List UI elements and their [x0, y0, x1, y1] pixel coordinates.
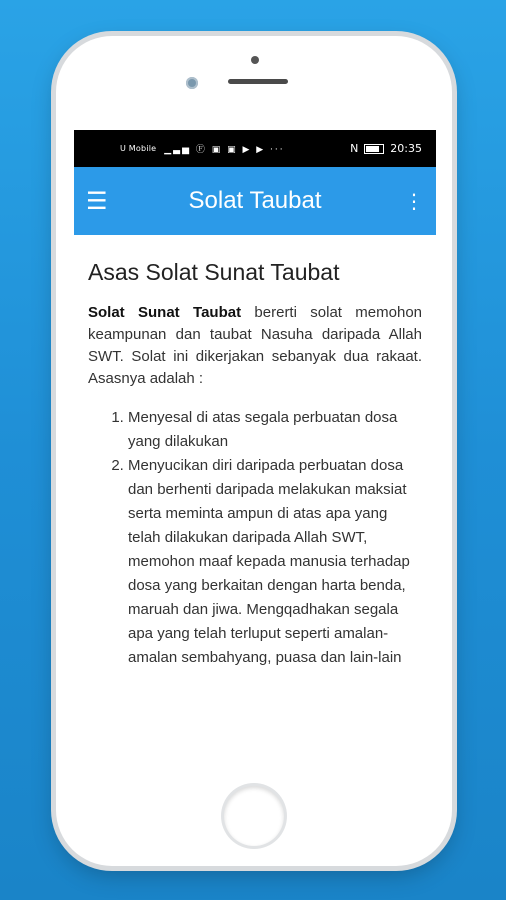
- battery-icon: [364, 144, 384, 154]
- intro-text: bererti solat memohon keampunan dan taubat Nasuha daripada Allah SWT. Solat ini dikerjakan sebanyak dua rakaat. Asasnya adalah :: [88, 304, 422, 387]
- status-bar: [74, 130, 436, 167]
- phone-frame: [56, 36, 452, 866]
- list-item: 2. Menyucikan diri daripada perbuatan dosa dan berhenti daripada melakukan maksiat serta meminta ampun di atas apa yang telah dilakukan daripada Allah SWT, memohon maaf kepada manusia terhadap dosa yang berkaitan dengan harta benda, maruah dan jiwa. Mengqadhakan segala apa yang telah terluput seperti amalan-amalan sembahyang, puasa dan lain-lain: [128, 454, 422, 670]
- notification-icons: ▁▃▅ Ⓕ ▣ ▣ ▶ ▶ ···: [164, 145, 285, 155]
- app-bar: [74, 167, 436, 235]
- nfc-icon: N: [350, 142, 359, 155]
- clock: 20:35: [390, 142, 422, 155]
- carrier-label: U Mobile: [120, 144, 157, 153]
- intro-bold-term: Solat Sunat Taubat: [88, 304, 242, 321]
- article-content: [74, 235, 436, 670]
- home-button[interactable]: [224, 786, 284, 846]
- earpiece-speaker: [228, 79, 288, 84]
- list-item: 1. Menyesal di atas segala perbuatan dosa yang dilakukan: [128, 406, 422, 454]
- proximity-sensor: [251, 56, 259, 64]
- more-options-icon[interactable]: ⋮: [404, 189, 424, 213]
- article-heading: Asas Solat Sunat Taubat: [88, 259, 340, 285]
- intro-paragraph: [88, 302, 422, 390]
- hamburger-menu-icon[interactable]: ☰: [86, 187, 108, 215]
- app-title: Solat Taubat: [188, 187, 322, 214]
- principles-list: [88, 406, 422, 670]
- phone-screen: [74, 130, 436, 770]
- front-camera: [186, 77, 198, 89]
